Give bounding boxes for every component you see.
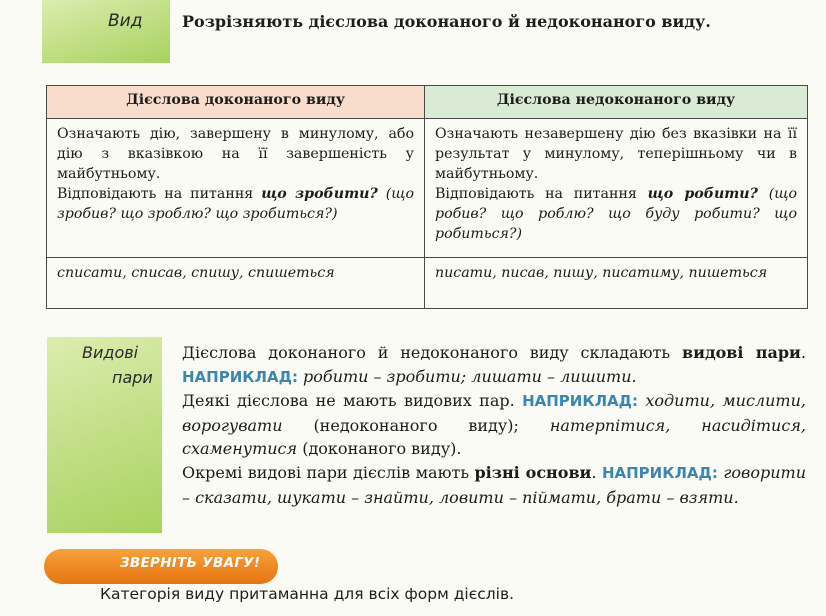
p1-dot: . — [800, 343, 807, 362]
p1-term: видові пари — [681, 343, 801, 362]
table-header-perfective: Дієслова доконаного виду — [47, 86, 425, 119]
table-row-description — [47, 119, 808, 258]
p2-example-2: натерпітися, насидітися, схаменутися — [182, 415, 806, 459]
imperfective-meaning: Означають незавершену дію без вказівки на її результат у минулому, теперішньому чи в майбутньому. — [435, 126, 797, 182]
p2-text: Деякі дієслова не мають видових пар. — [182, 391, 515, 411]
example-marker: НАПРИКЛАД: — [522, 392, 639, 411]
p3-term: різні основи — [474, 462, 592, 482]
section-tab-vydovi-pary — [47, 337, 162, 533]
section-tab-vyd — [42, 0, 170, 63]
table-cell-imperfective-description — [425, 119, 808, 258]
aspect-pairs-paragraph-3 — [182, 461, 806, 509]
example-marker: НАПРИКЛАД: — [182, 367, 298, 386]
perfective-question-examples: (що зробив? що зроблю? що зробиться?) — [57, 186, 414, 222]
imperfective-question-examples: (що робив? що роблю? що буду робити? що робиться?) — [435, 186, 797, 242]
p2-note-1: (недоконаного виду); — [313, 415, 519, 435]
p3-text: Окремі видові пари дієслів мають — [182, 462, 475, 482]
aspect-pairs-text — [182, 341, 806, 509]
section-tab-label: Вид — [108, 11, 143, 31]
perfective-meaning: Означають дію, завершену в минулому, або дію з вказівкою на її завершеність у майбутньому. — [57, 126, 414, 182]
imperfective-question-word: що робити? — [647, 186, 758, 202]
p2-note-2: (доконаного виду). — [302, 439, 462, 459]
p1-text: Дієслова доконаного й недоконаного виду складають — [182, 343, 682, 362]
table-header-imperfective: Дієслова недоконаного виду — [425, 86, 808, 119]
perfective-question-prefix: Відповідають на питання — [57, 186, 262, 202]
p3-dot: . — [591, 462, 597, 482]
table-header-row — [47, 86, 808, 119]
section-intro: Розрізняють дієслова доконаного й недоконаного виду. — [182, 12, 711, 31]
note-text: Категорія виду притаманна для всіх форм дієслів. — [100, 585, 515, 603]
comparison-table — [46, 85, 808, 309]
table-row-examples — [47, 258, 808, 309]
imperfective-question — [435, 184, 797, 244]
p3-example: говорити – сказати, шукати – знайти, ловити – піймати, брати – взяти. — [182, 462, 807, 507]
table-cell-imperfective-examples: писати, писав, пишу, писатиму, пишеться — [425, 258, 808, 309]
example-marker: НАПРИКЛАД: — [601, 463, 718, 482]
imperfective-question-prefix: Відповідають на питання — [435, 186, 648, 202]
attention-label: ЗВЕРНІТЬ УВАГУ! — [120, 555, 261, 571]
section-tab-label-line1: Видові — [82, 343, 139, 362]
section-tab-label-line2: пари — [112, 368, 153, 387]
perfective-question-word: що зробити? — [261, 186, 378, 202]
aspect-pairs-paragraph-1 — [182, 341, 806, 389]
table-cell-perfective-examples: списати, списав, спишу, спишеться — [47, 258, 425, 309]
aspect-pairs-paragraph-2 — [182, 389, 806, 461]
p2-example-1: ходити, мислити, ворогувати — [182, 391, 806, 435]
table-cell-perfective-description — [47, 119, 425, 258]
p1-example: робити – зробити; лишати – лишити. — [303, 366, 637, 386]
perfective-question — [57, 184, 414, 224]
